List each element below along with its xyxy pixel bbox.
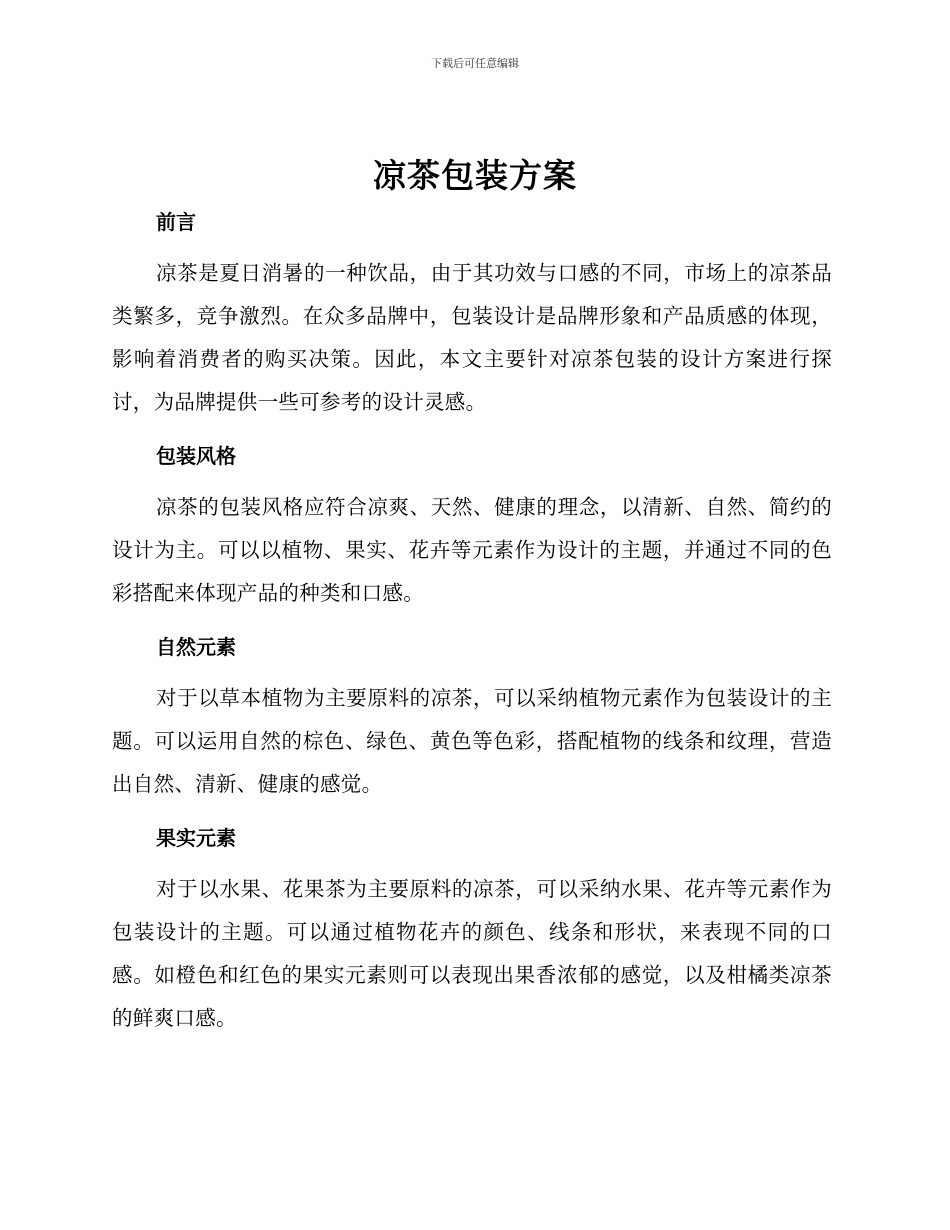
section-heading: 包装风格 bbox=[156, 444, 236, 468]
section-natural-elements bbox=[112, 627, 832, 806]
section-paragraph: 对于以草本植物为主要原料的凉茶，可以采纳植物元素作为包装设计的主题。可以运用自然的棕色、绿色、黄色等色彩，搭配植物的线条和纹理，营造出自然、清新、健康的感觉。 bbox=[112, 686, 832, 796]
document-body bbox=[112, 202, 832, 1052]
section-heading: 前言 bbox=[156, 210, 196, 234]
section-paragraph: 凉茶的包装风格应符合凉爽、天然、健康的理念，以清新、自然、简约的设计为主。可以以植物、果实、花卉等元素作为设计的主题，并通过不同的色彩搭配来体现产品的种类和口感。 bbox=[112, 495, 832, 605]
section-heading: 自然元素 bbox=[156, 635, 236, 659]
section-packaging-style bbox=[112, 436, 832, 615]
section-preface bbox=[112, 202, 832, 424]
header-note: 下载后可任意编辑 bbox=[431, 57, 519, 70]
section-fruit-elements bbox=[112, 818, 832, 1040]
section-heading: 果实元素 bbox=[156, 826, 236, 850]
section-paragraph: 对于以水果、花果茶为主要原料的凉茶，可以采纳水果、花卉等元素作为包装设计的主题。可以通过植物花卉的颜色、线条和形状，来表现不同的口感。如橙色和红色的果实元素则可以表现出果香浓郁的感觉，以及柑橘类凉茶的鲜爽口感。 bbox=[112, 877, 832, 1030]
section-paragraph: 凉茶是夏日消暑的一种饮品，由于其功效与口感的不同，市场上的凉茶品类繁多，竞争激烈。在众多品牌中，包装设计是品牌形象和产品质感的体现，影响着消费者的购买决策。因此，本文主要针对凉茶包装的设计方案进行探讨，为品牌提供一些可参考的设计灵感。 bbox=[112, 261, 832, 414]
document-title: 凉茶包装方案 bbox=[373, 156, 577, 195]
